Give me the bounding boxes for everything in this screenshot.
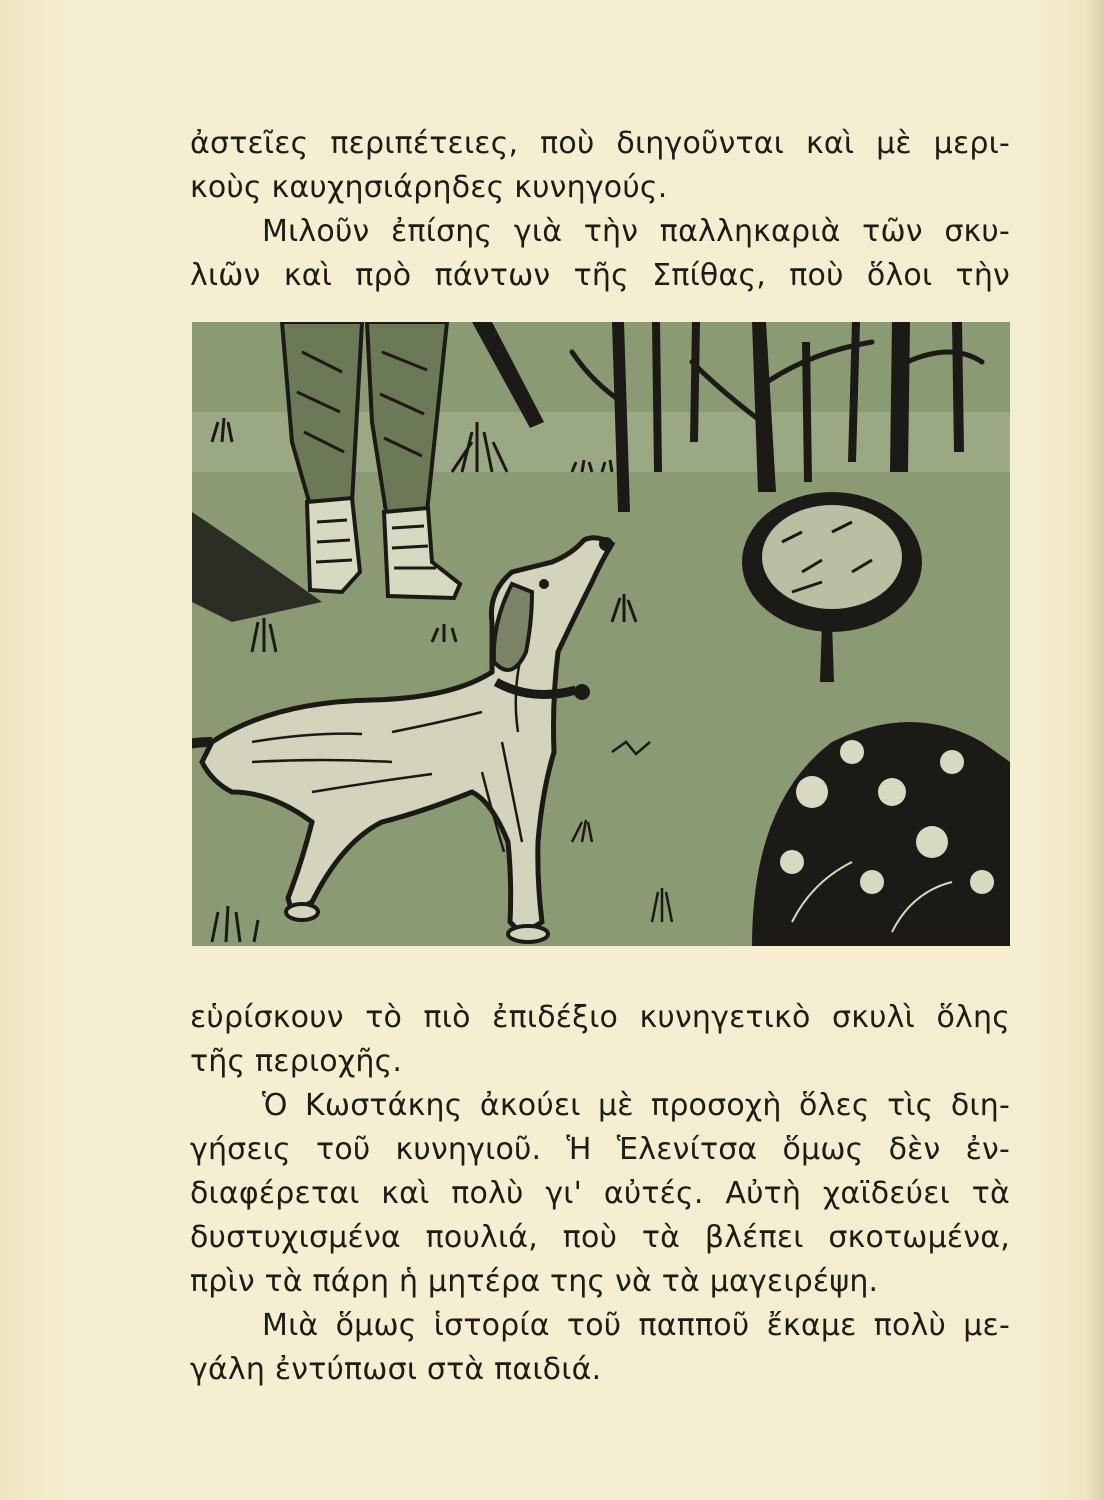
text-line: γάλη ἐντύπωσι στὰ παιδιά. [190,1352,602,1387]
text-block-top [190,122,1010,298]
illustration-hunting-dog [192,322,1010,946]
text-line: δυστυχισμένα πουλιά, ποὺ τὰ βλέπει σκοτωμένα, [190,1220,1010,1255]
text-line: κοὺς καυχησιάρηδες κυνηγούς. [190,170,668,205]
text-line: τῆς περιοχῆς. [190,1044,403,1079]
text-line: Μιὰ ὅμως ἱστορία τοῦ παπποῦ ἔκαμε πολὺ με- [262,1308,1010,1343]
text-line: εὑρίσκουν τὸ πιὸ ἐπιδέξιο κυνηγετικὸ σκυλὶ ὅλης [190,1000,1010,1035]
text-line: ἀστεῖες περιπέτειες, ποὺ διηγοῦνται καὶ μὲ μερι- [190,126,1010,161]
text-line: πρὶν τὰ πάρη ἡ μητέρα της νὰ τὰ μαγειρέψη. [190,1264,879,1299]
text-line: Μιλοῦν ἐπίσης γιὰ τὴν παλληκαριὰ τῶν σκυ- [262,214,1010,249]
text-line: διαφέρεται καὶ πολὺ γι' αὐτές. Αὐτὴ χαϊδεύει τὰ [190,1176,1010,1211]
text-line: γήσεις τοῦ κυνηγιοῦ. Ἡ Ἑλενίτσα ὅμως δὲν ἐν- [190,1132,1010,1167]
text-line: Ὁ Κωστάκης ἀκούει μὲ προσοχὴ ὅλες τὶς διη- [262,1088,1010,1123]
text-block-bottom [190,996,1010,1392]
text-line: λιῶν καὶ πρὸ πάντων τῆς Σπίθας, ποὺ ὅλοι τὴν [190,258,1010,293]
page-edge-shadow [1086,0,1104,1500]
